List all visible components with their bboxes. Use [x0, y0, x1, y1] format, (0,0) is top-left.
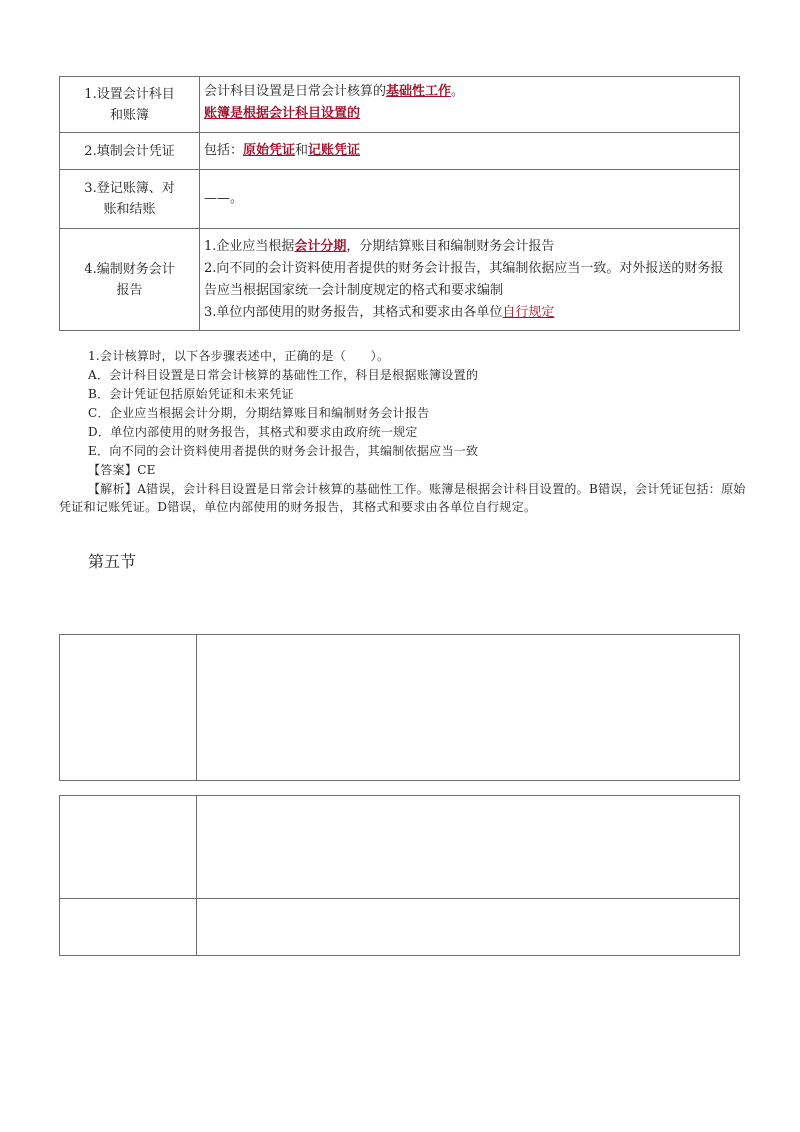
quiz-option-c: C．企业应当根据会计分期，分期结算账目和编制财务会计报告: [88, 406, 430, 420]
table-cell: [197, 899, 740, 956]
empty-table: [59, 795, 740, 956]
table-cell: [60, 899, 197, 956]
quiz-block: [88, 347, 768, 480]
row-content: 会计科目设置是日常会计核算的基础性工作。 账簿是根据会计科目设置的: [200, 77, 740, 133]
row-label: 4.编制财务会计 报告: [60, 229, 200, 331]
quiz-explanation: 【解析】A错误，会计科目设置是日常会计核算的基础性工作。账簿是根据会计科目设置的。B错误，会计凭证包括：原始凭证和记账凭证。D错误，单位内部使用的财务报告，其格式和要求由各单位自行规定。: [59, 482, 746, 514]
table-row: [60, 229, 740, 331]
row-label: 3.登记账簿、对 账和结账: [60, 170, 200, 229]
quiz-option-b: B．会计凭证包括原始凭证和未来凭证: [88, 387, 294, 401]
table-cell: [60, 796, 197, 899]
steps-table: [59, 76, 740, 331]
row-label: 2.填制会计凭证: [60, 133, 200, 170]
quiz-answer: 【答案】CE: [88, 463, 156, 477]
highlight-text: 会计分期: [294, 238, 347, 254]
table-row: [60, 170, 740, 229]
row-content: 1.企业应当根据会计分期，分期结算账目和编制财务会计报告 2.向不同的会计资料使用者提供的财务会计报告，其编制依据应当一致。对外报送的财务报告应当根据国家统一会计制度规定的格式和要求编制 3.单位内部使用的财务报告，其格式和要求由各单位自行规定: [200, 229, 740, 331]
empty-table: [59, 634, 740, 781]
quiz-option-a: A．会计科目设置是日常会计核算的基础性工作，科目是根据账簿设置的: [88, 368, 479, 382]
row-label: 1.设置会计科目 和账簿: [60, 77, 200, 133]
table-cell: [60, 635, 197, 781]
quiz-option-d: D．单位内部使用的财务报告，其格式和要求由政府统一规定: [88, 425, 418, 439]
table-cell: [197, 635, 740, 781]
section-title: 第五节: [88, 552, 137, 571]
highlight-text: 原始凭证: [243, 143, 296, 158]
table-row: [60, 77, 740, 133]
table-row: [60, 635, 740, 781]
highlight-text: 自行规定: [502, 304, 555, 320]
table-row: [60, 133, 740, 170]
highlight-text: 记账凭证: [308, 143, 361, 158]
highlight-text: 账簿是根据会计科目设置的: [204, 106, 361, 121]
row-content: ——。: [200, 170, 740, 229]
table-row: [60, 796, 740, 899]
quiz-option-e: E．向不同的会计资料使用者提供的财务会计报告，其编制依据应当一致: [88, 444, 479, 458]
highlight-text: 基础性工作: [386, 84, 452, 99]
row-content: 包括：原始凭证和记账凭证: [200, 133, 740, 170]
table-cell: [197, 796, 740, 899]
quiz-question: 1.会计核算时，以下各步骤表述中，正确的是（ ）。: [88, 349, 390, 363]
table-row: [60, 899, 740, 956]
